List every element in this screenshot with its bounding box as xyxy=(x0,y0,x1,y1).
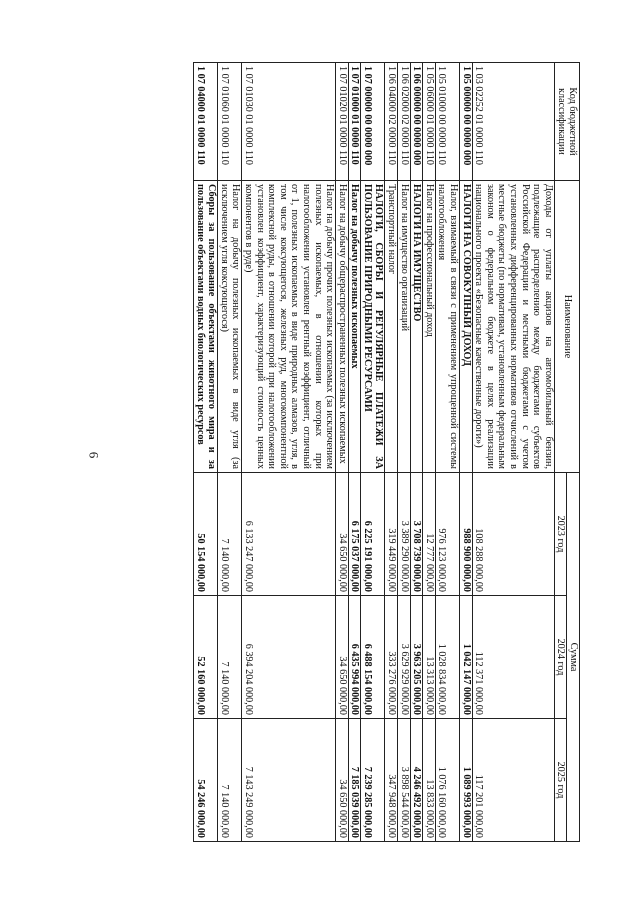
row-value-2023: 34 650 000,00 xyxy=(336,473,349,596)
row-code: 1 07 01000 01 0000 110 xyxy=(348,63,361,181)
row-value-2023: 7 140 000,00 xyxy=(218,473,242,596)
row-value-2025: 7 140 000,00 xyxy=(218,719,242,842)
page-number: 6 xyxy=(86,451,102,459)
row-name: Налог на профессиональный доход xyxy=(423,181,436,473)
row-name: Налог, взимаемый в связи с применением упрощенной системы налогообложения xyxy=(435,181,459,473)
table-row xyxy=(398,63,411,842)
row-value-2023: 50 154 000,00 xyxy=(194,473,218,596)
row-value-2025: 1 089 993 000,00 xyxy=(460,719,473,842)
row-value-2024: 3 963 205 000,00 xyxy=(410,596,423,719)
rotated-table-container xyxy=(108,62,580,842)
row-code: 1 05 00000 00 0000 000 xyxy=(460,63,473,181)
row-code: 1 05 06000 01 0000 110 xyxy=(423,63,436,181)
header-year-2025: 2025 год xyxy=(554,719,567,842)
table-row xyxy=(336,63,349,842)
row-value-2025: 7 239 285 000,00 xyxy=(361,719,385,842)
row-code: 1 03 02252 01 0000 110 xyxy=(472,63,554,181)
row-value-2023: 6 133 247 000,00 xyxy=(242,473,336,596)
row-value-2024: 13 313 000,00 xyxy=(423,596,436,719)
table-row xyxy=(423,63,436,842)
table-row xyxy=(460,63,473,842)
row-value-2024: 6 394 204 000,00 xyxy=(242,596,336,719)
row-name: Налог на имущество организаций xyxy=(398,181,411,473)
row-name: Налог на добычу общераспространенных полезных ископаемых xyxy=(336,181,349,473)
row-value-2023: 6 175 037 000,00 xyxy=(348,473,361,596)
row-value-2025: 4 246 492 000,00 xyxy=(410,719,423,842)
table-row xyxy=(435,63,459,842)
row-value-2024: 6 435 994 000,00 xyxy=(348,596,361,719)
row-value-2023: 6 225 191 000,00 xyxy=(361,473,385,596)
row-value-2024: 3 629 929 000,00 xyxy=(398,596,411,719)
row-value-2024: 1 042 147 000,00 xyxy=(460,596,473,719)
row-value-2023: 988 900 000,00 xyxy=(460,473,473,596)
table-row xyxy=(218,63,242,842)
row-value-2025: 7 185 039 000,00 xyxy=(348,719,361,842)
row-value-2024: 333 276 000,00 xyxy=(385,596,398,719)
row-name: Налог на добычу полезных ископаемых в виде угля (за исключением угля коксующегося) xyxy=(218,181,242,473)
row-code: 1 07 04000 01 0000 110 xyxy=(194,63,218,181)
row-value-2025: 117 201 000,00 xyxy=(472,719,554,842)
row-value-2024: 7 140 000,00 xyxy=(218,596,242,719)
row-value-2025: 3 898 544 000,00 xyxy=(398,719,411,842)
row-value-2025: 34 650 000,00 xyxy=(336,719,349,842)
row-value-2023: 319 449 000,00 xyxy=(385,473,398,596)
row-value-2023: 976 123 000,00 xyxy=(435,473,459,596)
row-code: 1 05 01000 00 0000 110 xyxy=(435,63,459,181)
table-row xyxy=(242,63,336,842)
row-value-2023: 3 708 739 000,00 xyxy=(410,473,423,596)
header-code: Код бюджетной классификации xyxy=(554,63,579,181)
row-value-2023: 12 777 000,00 xyxy=(423,473,436,596)
table-row xyxy=(348,63,361,842)
table-row xyxy=(472,63,554,842)
row-code: 1 06 02000 02 0000 110 xyxy=(398,63,411,181)
row-value-2025: 54 246 000,00 xyxy=(194,719,218,842)
row-value-2023: 108 288 000,00 xyxy=(472,473,554,596)
row-value-2024: 52 160 000,00 xyxy=(194,596,218,719)
row-code: 1 06 00000 00 0000 000 xyxy=(410,63,423,181)
row-value-2025: 13 833 000,00 xyxy=(423,719,436,842)
table-row xyxy=(194,63,218,842)
table-row xyxy=(385,63,398,842)
row-name: Налог на добычу полезных ископаемых xyxy=(348,181,361,473)
row-value-2024: 112 371 000,00 xyxy=(472,596,554,719)
document-sheet xyxy=(108,62,580,842)
row-code: 1 07 00000 00 0000 000 xyxy=(361,63,385,181)
row-name: Доходы от уплаты акцизов на автомобильный бензин, подлежащие распределению между бюджетами субъектов Российской Федерации и местными бюджетами с учетом установленных дифференцированных нормативов отчислений в местные бюджеты (по нормативам, установленным федеральным законом о федеральном бюджете в целях реализации национального проекта «Безопасные качественные дороги») xyxy=(472,181,554,473)
row-value-2023: 3 389 290 000,00 xyxy=(398,473,411,596)
row-code: 1 07 01020 01 0000 110 xyxy=(336,63,349,181)
header-sum: Сумма xyxy=(567,473,580,842)
header-year-2023: 2023 год xyxy=(554,473,567,596)
row-name: Транспортный налог xyxy=(385,181,398,473)
row-name: НАЛОГИ, СБОРЫ И РЕГУЛЯРНЫЕ ПЛАТЕЖИ ЗА ПОЛЬЗОВАНИЕ ПРИРОДНЫМИ РЕСУРСАМИ xyxy=(361,181,385,473)
row-code: 1 07 01030 01 0000 110 xyxy=(242,63,336,181)
row-value-2024: 34 650 000,00 xyxy=(336,596,349,719)
row-value-2025: 347 948 000,00 xyxy=(385,719,398,842)
header-name: Наименование xyxy=(554,181,579,473)
budget-table xyxy=(193,62,580,842)
row-name: Налог на добычу прочих полезных ископаемых (за исключением полезных ископаемых, в отношении которых при налогообложении установлен рентный коэффициент, отличный от 1, полезных ископаемых в виде природных алмазов, угля, в том числе коксующегося, железных руд, многокомпонентной комплексной руды, в отношении которой при налогообложении установлен коэффициент, характеризующий стоимость ценных компонентов в руде) xyxy=(242,181,336,473)
row-code: 1 07 01060 01 0000 110 xyxy=(218,63,242,181)
row-name: НАЛОГИ НА СОВОКУПНЫЙ ДОХОД xyxy=(460,181,473,473)
row-value-2025: 1 076 160 000,00 xyxy=(435,719,459,842)
table-body xyxy=(194,63,555,842)
row-value-2024: 6 488 154 000,00 xyxy=(361,596,385,719)
table-row xyxy=(361,63,385,842)
row-code: 1 06 04000 02 0000 110 xyxy=(385,63,398,181)
row-value-2025: 7 143 249 000,00 xyxy=(242,719,336,842)
row-name: НАЛОГИ НА ИМУЩЕСТВО xyxy=(410,181,423,473)
header-year-2024: 2024 год xyxy=(554,596,567,719)
table-row xyxy=(410,63,423,842)
row-name: Сборы за пользование объектами животного мира и за пользование объектами водных биологических ресурсов xyxy=(194,181,218,473)
row-value-2024: 1 028 834 000,00 xyxy=(435,596,459,719)
